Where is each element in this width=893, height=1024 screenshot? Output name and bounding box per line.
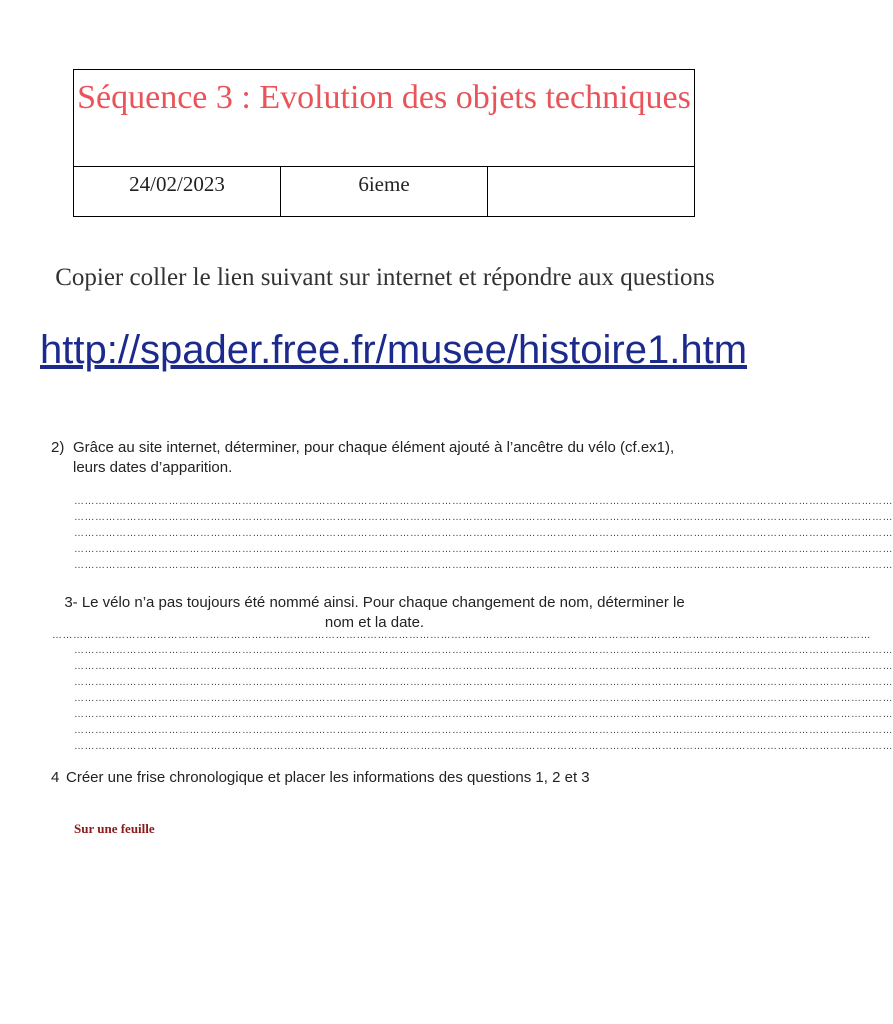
answer-line[interactable]: ……………………………………………………………………………………………………………………………………………………………………………………………………………… bbox=[74, 560, 893, 571]
intro-instruction: Copier coller le lien suivant sur internet et répondre aux questions bbox=[55, 264, 715, 291]
answer-line[interactable]: ……………………………………………………………………………………………………………………………………………………………………………………………………………… bbox=[74, 693, 893, 704]
answer-line[interactable]: ……………………………………………………………………………………………………………………………………………………………………………………………………………… bbox=[74, 725, 893, 736]
question-2-number: 2) bbox=[51, 439, 65, 456]
answer-line[interactable]: ……………………………………………………………………………………………………………………………………………………………………………………………………………… bbox=[74, 677, 893, 688]
note-sur-une-feuille: Sur une feuille bbox=[74, 821, 155, 836]
answer-line[interactable]: ……………………………………………………………………………………………………………………………………………………………………………………………………………… bbox=[74, 709, 893, 720]
question-4-text: Créer une frise chronologique et placer les informations des questions 1, 2 et 3 bbox=[66, 769, 590, 786]
header-info-row bbox=[74, 167, 694, 216]
answer-line[interactable]: ……………………………………………………………………………………………………………………………………………………………………………………………………………… bbox=[74, 645, 893, 656]
question-3: 3- Le vélo n’a pas toujours été nommé ainsi. Pour chaque changement de nom, déterminer le nom et la date. bbox=[64, 594, 685, 631]
question-2-text: Grâce au site internet, déterminer, pour chaque élément ajouté à l’ancêtre du vélo (cf.ex1), leurs dates d’apparition. bbox=[73, 439, 675, 476]
sequence-title: Séquence 3 : Evolution des objets techniques bbox=[74, 70, 694, 167]
answer-line[interactable]: ……………………………………………………………………………………………………………………………………………………………………………………………………………… bbox=[74, 661, 893, 672]
answer-line[interactable]: ……………………………………………………………………………………………………………………………………………………………………………………………………………… bbox=[74, 741, 893, 752]
class-level-cell: 6ieme bbox=[281, 167, 488, 216]
question-2 bbox=[51, 438, 701, 478]
answer-line[interactable]: ……………………………………………………………………………………………………………………………………………………………………………………………………………… bbox=[74, 544, 893, 555]
answer-line[interactable]: ……………………………………………………………………………………………………………………………………………………………………………………………………………… bbox=[74, 528, 893, 539]
museum-link[interactable]: http://spader.free.fr/musee/histoire1.htm bbox=[40, 328, 748, 372]
empty-cell bbox=[488, 167, 694, 216]
question-4-number: 4 bbox=[51, 769, 60, 786]
answer-line[interactable]: ……………………………………………………………………………………………………………………………………………………………………………………………………………… bbox=[74, 512, 893, 523]
answer-line[interactable]: ……………………………………………………………………………………………………………………………………………………………………………………………………………… bbox=[74, 496, 893, 507]
answer-line[interactable]: ……………………………………………………………………………………………………………………………………………………………………………………………………………… bbox=[52, 630, 871, 641]
header-table bbox=[73, 69, 695, 217]
question-4 bbox=[51, 768, 701, 788]
date-cell: 24/02/2023 bbox=[74, 167, 281, 216]
